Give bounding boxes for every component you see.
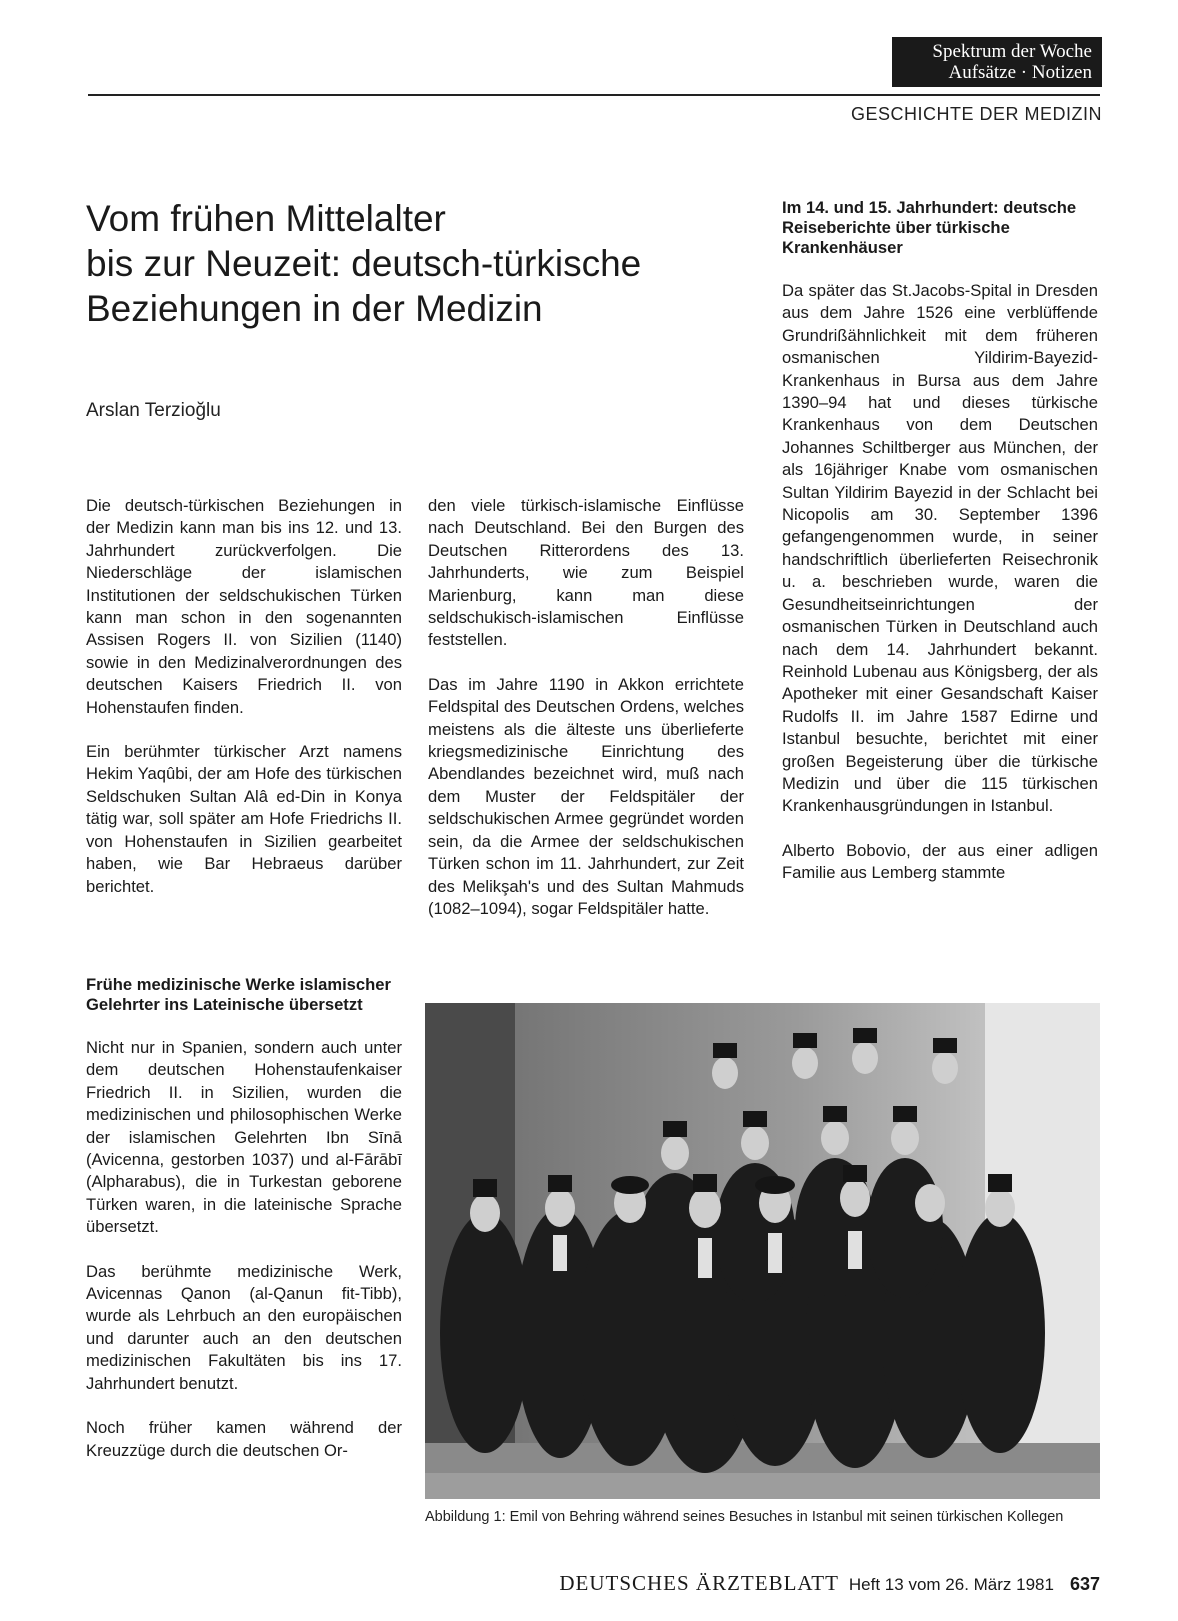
badge-line-2: Aufsätze · Notizen	[948, 62, 1092, 83]
title-line-3: Beziehungen in der Medizin	[86, 288, 543, 329]
article-author: Arslan Terzioğlu	[86, 400, 221, 421]
header-rule	[88, 94, 1100, 96]
column-1-top	[86, 495, 402, 920]
journal-name: DEUTSCHES ÄRZTEBLATT	[559, 1571, 839, 1595]
group-photo	[425, 1003, 1100, 1499]
page-footer	[470, 1571, 1100, 1596]
group-photo-illustration	[425, 1003, 1100, 1499]
paragraph: Das berühmte medizinische Werk, Avicennas Qanon (al-Qanun fit-Tibb), wurde als Lehrbuch an den europäischen und darunter auch an den deutschen medizinischen Fakultäten bis ins 17. Jahrhundert benutzt.	[86, 1261, 402, 1393]
paragraph: Da später das St.Jacobs-Spital in Dresden aus dem Jahre 1526 eine verblüffende Grundrißähnlichkeit mit dem früheren osmanischen Yildirim-Bayezid-Krankenhaus in Bursa aus dem Jahre 1390–94 hat und dieses türkische Krankenhaus von dem Deutschen Johannes Schiltberger aus München, der als 16jähriger Knabe vom osmanischen Sultan Yildirim Bayezid in der Schlacht bei Nicopolis am 30. September 1396 gefangengenommen wurde, in seiner handschriftlich überlieferten Reisechronik u. a. beschrieben wurde, waren die Gesundheitseinrichtungen der osmanischen Türken in Deutschland auch nach dem 14. Jahrhundert bekannt. Reinhold Lubenau aus Königsberg, der als Apotheker mit einer Gesandschaft Kaiser Rudolfs II. im Jahre 1587 Edirne und Istanbul besuchte, berichtet mit einer großen Begeisterung über die türkische Medizin und über die 115 türkischen Krankenhausgründungen in Istanbul.	[782, 281, 1098, 816]
figure-caption: Abbildung 1: Emil von Behring während seines Besuches in Istanbul mit seinen türkischen Kollegen	[425, 1509, 1064, 1525]
section-badge	[892, 37, 1102, 87]
title-line-1: Vom frühen Mittelalter	[86, 198, 446, 239]
subheading: Frühe medizinische Werke islamischer Gelehrter ins Lateinische übersetzt	[86, 975, 391, 1014]
subheading: Im 14. und 15. Jahrhundert: deutsche Reiseberichte über türkische Krankenhäuser	[782, 198, 1077, 257]
article-title	[86, 196, 766, 331]
paragraph: Nicht nur in Spanien, sondern auch unter dem deutschen Hohenstaufenkaiser Friedrich II. in Sizilien, wurden die medizinischen und philosophischen Werke der islamischen Gelehrten Ibn Sīnā (Avicenna, gestorben 1037) und al-Fārābī (Alpharabus), die in Turkestan geborene Türken waren, in die lateinische Sprache übersetzt.	[86, 1038, 402, 1237]
paragraph: Die deutsch-türkischen Beziehungen in der Medizin kann man bis ins 12. und 13. Jahrhundert zurückverfolgen. Die Niederschläge der islamischen Institutionen der seldschukischen Türken kann man schon in den sogenannten Assisen Rogers II. von Sizilien (1140) sowie in den Medizinalverordnungen des deutschen Kaisers Friedrich II. von Hohenstaufen finden.	[86, 496, 402, 717]
paragraph: Alberto Bobovio, der aus einer adligen Familie aus Lemberg stammte	[782, 840, 1098, 883]
paragraph: Das im Jahre 1190 in Akkon errichtete Feldspital des Deutschen Ordens, welches meistens als die älteste uns überlieferte kriegsmedizinische Einrichtung des Abendlandes bezeichnet wird, muß nach dem Muster der Feldspitäler der seldschukischen Armee gegründet worden sein, da die Armee der seldschukischen Türken schon im 11. Jahrhundert, zur Zeit des Melikşah's und des Sultan Mahmuds (1082–1094), sogar Feldspitäler hatte.	[428, 674, 744, 918]
column-3	[782, 198, 1098, 907]
paragraph: Noch früher kamen während der Kreuzzüge durch die deutschen Or-	[86, 1418, 402, 1460]
column-2	[428, 495, 744, 942]
title-line-2: bis zur Neuzeit: deutsch-türkische	[86, 243, 642, 284]
badge-line-1: Spektrum der Woche	[932, 41, 1092, 62]
section-label: GESCHICHTE DER MEDIZIN	[850, 104, 1102, 124]
column-1-bottom	[86, 975, 402, 1484]
issue-info: Heft 13 vom 26. März 1981	[848, 1575, 1054, 1594]
page-number: 637	[1069, 1574, 1100, 1594]
paragraph: den viele türkisch-islamische Einflüsse nach Deutschland. Bei den Burgen des Deutschen Ritterordens des 13. Jahrhunderts, wie zum Beispiel Marienburg, kann man diese seldschukisch-islamischen Einflüsse feststellen.	[428, 496, 744, 650]
paragraph: Ein berühmter türkischer Arzt namens Hekim Yaqûbi, der am Hofe des türkischen Seldschuken Sultan Alâ ed-Din in Konya tätig war, soll später am Hofe Friedrichs II. von Hohenstaufen in Sizilien gearbeitet haben, wie Bar Hebraeus darüber berichtet.	[86, 742, 402, 896]
